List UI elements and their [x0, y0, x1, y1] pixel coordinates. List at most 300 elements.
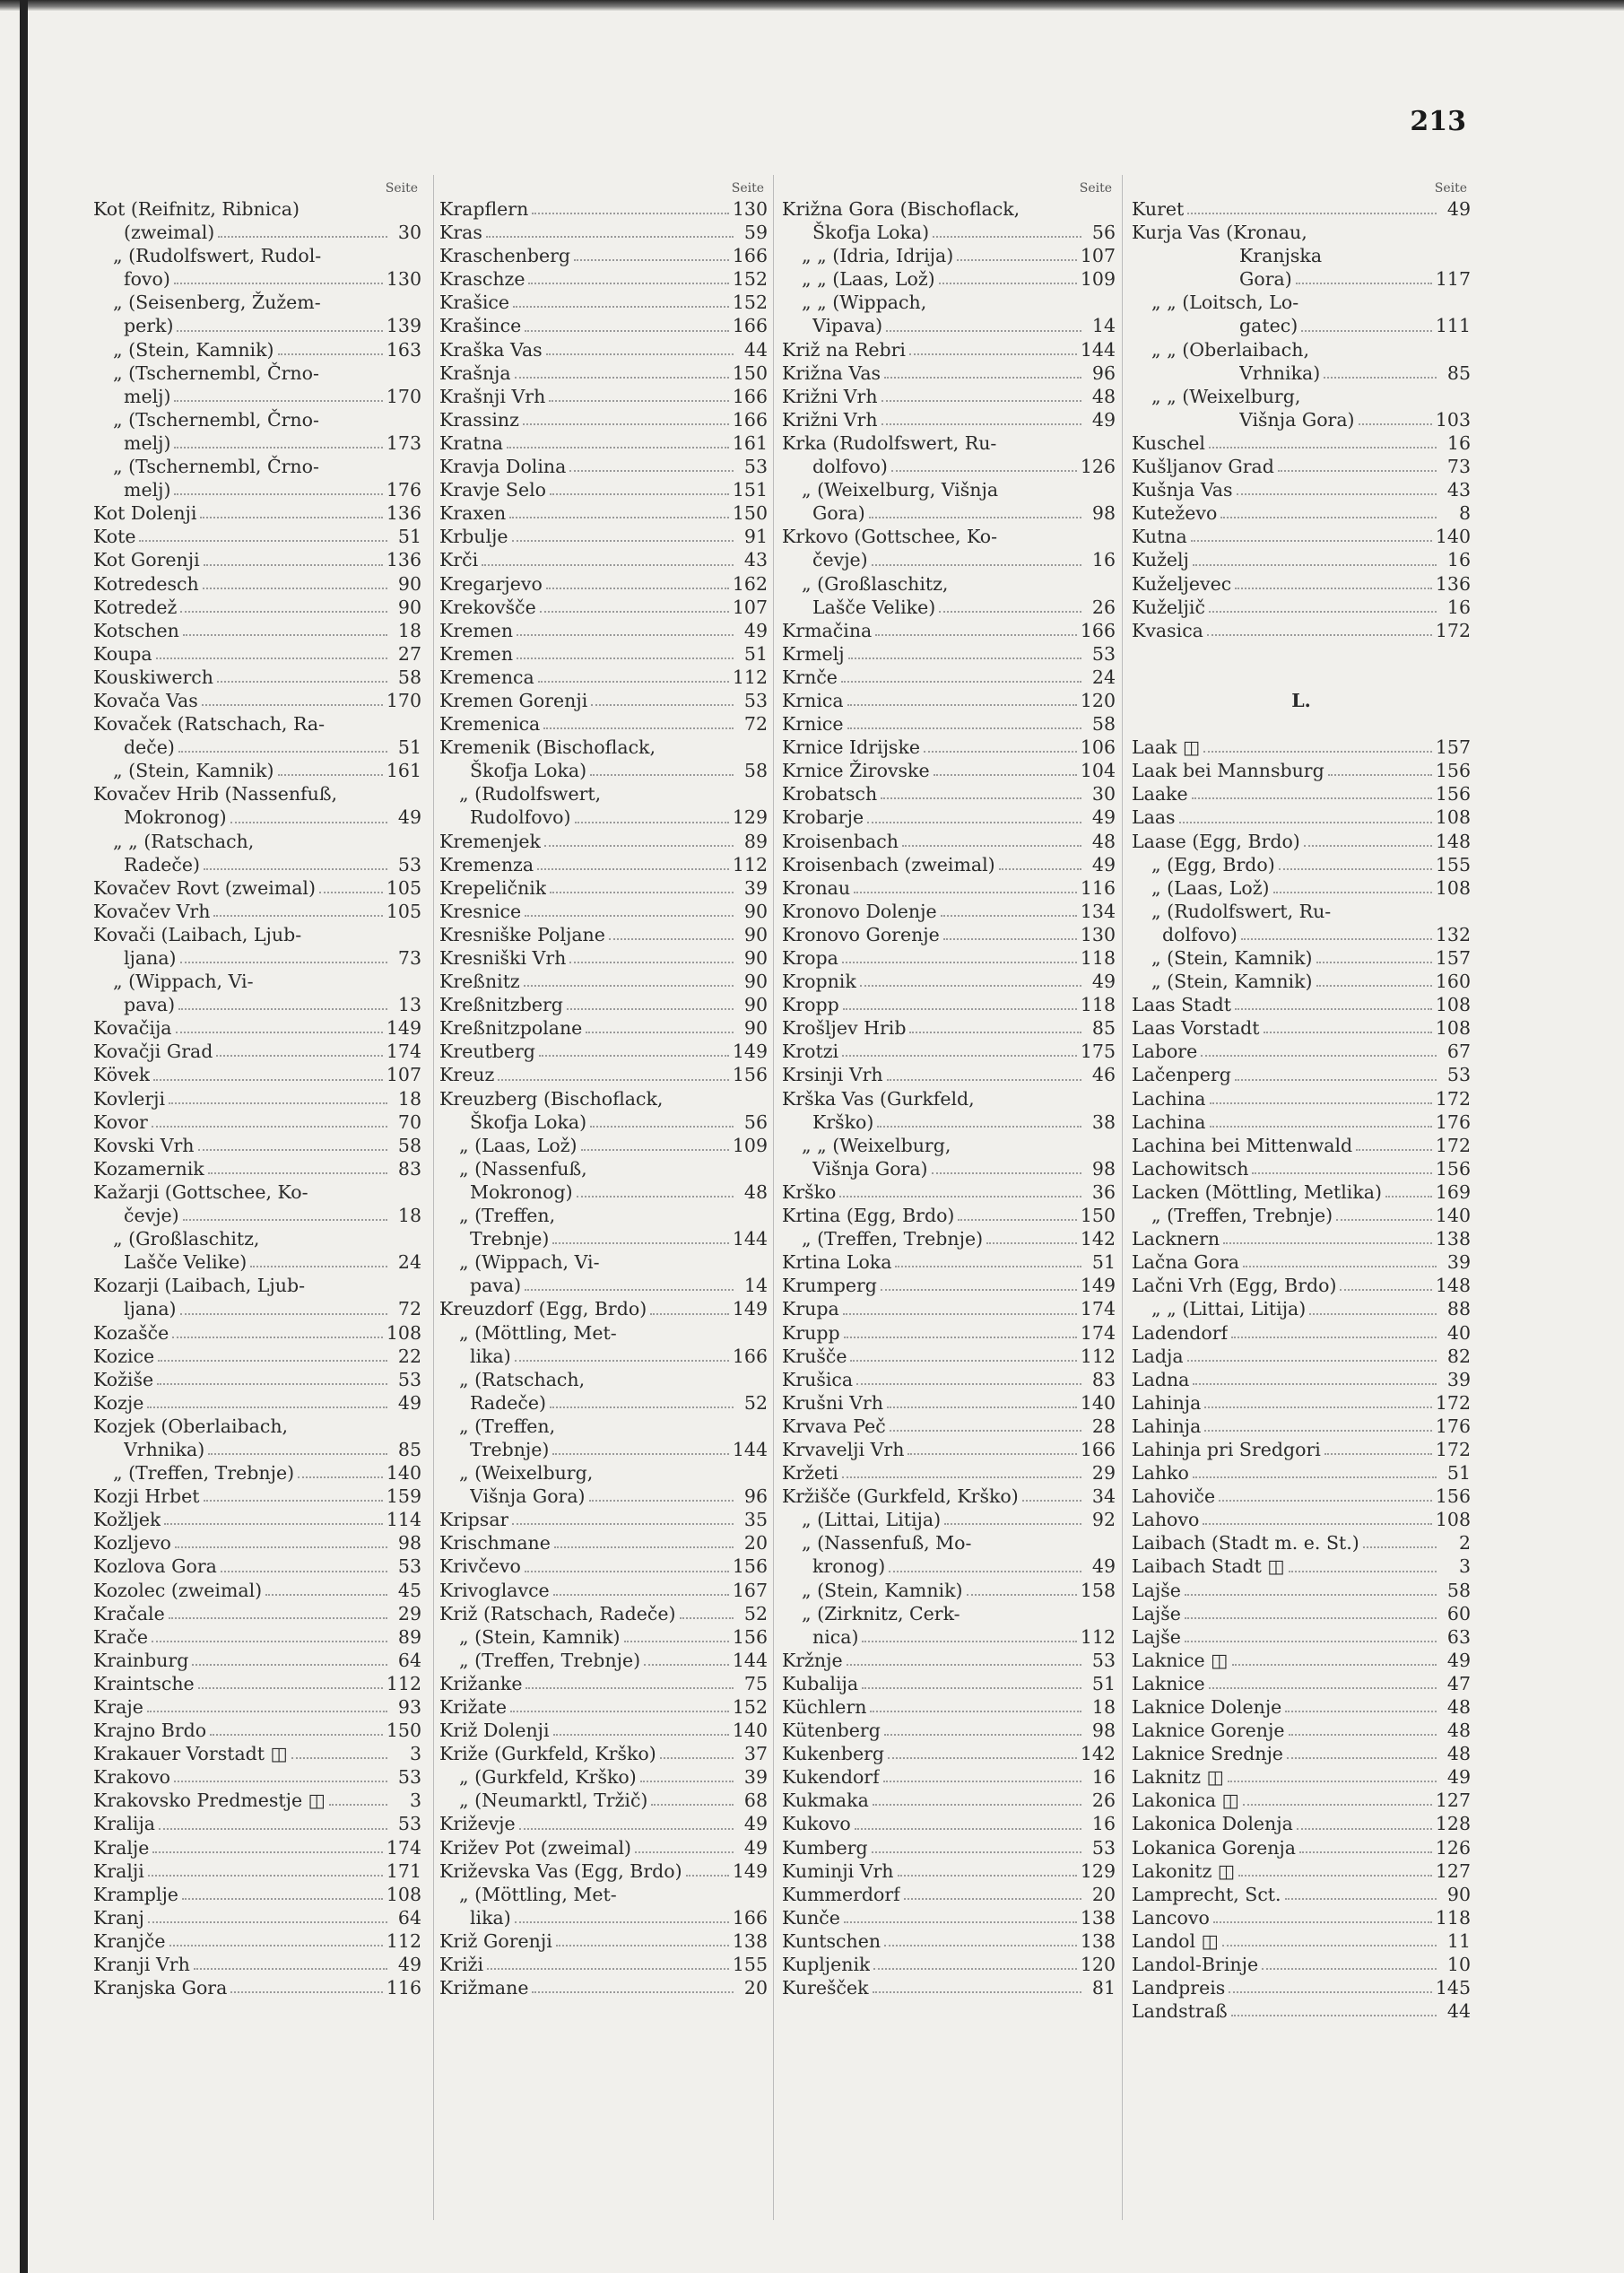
leader-dots — [934, 774, 1077, 776]
page-ref: 112 — [386, 1929, 421, 1952]
entry-name: Lacknern — [1132, 1228, 1220, 1250]
entry-name: Kukendorf — [782, 1766, 880, 1789]
entry-name: Kotschen — [93, 619, 179, 641]
index-entry — [1132, 572, 1471, 596]
entry-name: Krči — [439, 549, 479, 571]
page-ref: 172 — [1435, 1134, 1471, 1156]
blank-line — [1132, 666, 1471, 689]
entry-name: Kreuz — [439, 1064, 495, 1086]
entry-name: Križni Vrh — [782, 385, 878, 407]
entry-name: Kreßnitz — [439, 971, 520, 993]
page-ref: 111 — [1435, 315, 1471, 337]
leader-dots — [844, 1337, 1077, 1338]
entry-name: Ladna — [1132, 1368, 1190, 1390]
entry-name: Kotredesch — [93, 572, 199, 595]
leader-dots — [1340, 1289, 1431, 1291]
page-ref: 176 — [386, 479, 421, 501]
index-entry — [782, 712, 1116, 736]
index-entry — [782, 1368, 1116, 1391]
entry-name: ljana) — [124, 947, 177, 969]
page-ref: 136 — [386, 549, 421, 571]
entry-name: Kozice — [93, 1345, 155, 1367]
page-ref: 56 — [1091, 222, 1116, 244]
entry-name: Kraška Vas — [439, 338, 543, 361]
page-ref: 156 — [1435, 1485, 1471, 1508]
index-entry — [782, 806, 1116, 829]
page-ref: 85 — [1091, 1017, 1116, 1040]
entry-name: Kranjska — [1239, 245, 1323, 267]
entry-name: Krupa — [782, 1298, 839, 1320]
entry-name: dolfovo) — [812, 456, 888, 478]
index-entry — [439, 1180, 768, 1204]
leader-dots — [164, 1523, 382, 1525]
index-entry — [93, 501, 421, 525]
entry-name: Landol-Brinje — [1132, 1954, 1259, 1976]
index-entry — [93, 782, 421, 806]
entry-name: Kuntschen — [782, 1929, 881, 1952]
leader-dots — [178, 1008, 387, 1010]
page-ref: 129 — [732, 806, 768, 829]
leader-dots — [686, 1875, 729, 1877]
page-ref: 53 — [1091, 1836, 1116, 1859]
entry-name: Križni Vrh — [782, 408, 878, 431]
entry-name: Kovski Vrh — [93, 1134, 195, 1156]
page-ref: 20 — [743, 1532, 768, 1555]
index-entry — [782, 1415, 1116, 1438]
entry-name: Krakauer Vorstadt ◫ — [93, 1743, 288, 1765]
leader-dots — [855, 1828, 1081, 1830]
entry-name: „ (Laas, Lož) — [459, 1134, 578, 1156]
index-entry — [1132, 1250, 1471, 1274]
entry-name: „ (Laas, Lož) — [1151, 876, 1270, 899]
page-ref: 58 — [743, 760, 768, 782]
entry-name: Kuschel — [1132, 431, 1205, 454]
index-entry — [93, 1883, 421, 1906]
leader-dots — [591, 704, 734, 706]
index-entry — [439, 619, 768, 642]
leader-dots — [862, 1641, 1076, 1642]
leader-dots — [909, 353, 1077, 355]
page-ref: 68 — [743, 1790, 768, 1812]
entry-name: Kuteževo — [1132, 502, 1218, 525]
leader-dots — [1304, 845, 1432, 847]
entry-name: Landpreis — [1132, 1977, 1226, 1999]
entry-name: Krška Vas (Gurkfeld, — [782, 1087, 975, 1110]
index-entry — [782, 782, 1116, 806]
entry-name: Kozje — [93, 1391, 144, 1414]
page-ref: 53 — [1091, 642, 1116, 665]
index-entry — [439, 1555, 768, 1578]
entry-name: Kreutberg — [439, 1041, 535, 1063]
entry-name: lika) — [470, 1345, 511, 1367]
entry-name: Laak ◫ — [1132, 736, 1201, 759]
leader-dots — [850, 1360, 1076, 1362]
leader-dots — [1209, 1687, 1437, 1689]
page-ref: 53 — [397, 1766, 421, 1789]
entry-name: Krakovsko Predmestje ◫ — [93, 1790, 326, 1812]
entry-name: Kresnice — [439, 900, 522, 922]
index-entry — [782, 1579, 1116, 1602]
entry-name: Kotredež — [93, 596, 178, 618]
page-ref: 26 — [1091, 1790, 1116, 1812]
leader-dots — [1235, 588, 1432, 589]
leader-dots — [169, 1102, 387, 1104]
entry-name: Kras — [439, 222, 482, 244]
leader-dots — [680, 1617, 734, 1619]
index-entry — [93, 759, 421, 782]
index-entry — [439, 1531, 768, 1555]
index-entry — [93, 689, 421, 712]
entry-name: Laknice Srednje — [1132, 1743, 1283, 1765]
index-entry — [1132, 1999, 1471, 2023]
leader-dots — [537, 868, 729, 870]
entry-name: Križ (Ratschach, Radeče) — [439, 1602, 676, 1624]
leader-dots — [291, 1757, 387, 1759]
page-ref: 175 — [1080, 1041, 1116, 1063]
entry-name: Kuželjič — [1132, 596, 1205, 618]
entry-name: Kot Dolenji — [93, 502, 197, 525]
leader-dots — [1210, 1126, 1432, 1128]
leader-dots — [1324, 1453, 1432, 1455]
page-ref: 114 — [386, 1509, 421, 1531]
leader-dots — [213, 915, 382, 917]
page-ref: 11 — [1446, 1929, 1471, 1952]
entry-name: deče) — [124, 736, 175, 759]
index-entry — [93, 455, 421, 478]
index-entry — [439, 1321, 768, 1345]
index-entry — [93, 1321, 421, 1345]
entry-name: Kukmaka — [782, 1790, 869, 1812]
entry-name: Krobatsch — [782, 783, 878, 806]
entry-name: Krnice Žirovske — [782, 760, 930, 782]
page-ref: 3 — [1458, 1555, 1471, 1578]
entry-name: Kravja Dolina — [439, 456, 567, 478]
index-entry — [439, 244, 768, 267]
index-entry — [439, 1579, 768, 1602]
entry-name: Krašice — [439, 292, 510, 314]
index-entry — [782, 385, 1116, 408]
index-entry — [782, 1016, 1116, 1040]
entry-name: Kövek — [93, 1064, 151, 1086]
leader-dots — [909, 1032, 1081, 1033]
entry-name: Laibach (Stadt m. e. St.) — [1132, 1532, 1359, 1555]
index-entry — [439, 455, 768, 478]
index-entry — [439, 291, 768, 314]
leader-dots — [888, 1757, 1077, 1759]
page-ref: 140 — [1435, 526, 1471, 548]
leader-dots — [1235, 1008, 1432, 1010]
leader-dots — [1285, 1898, 1437, 1900]
leader-dots — [1193, 1476, 1437, 1478]
index-entry — [93, 291, 421, 314]
page-ref: 89 — [743, 830, 768, 852]
index-entry — [782, 1250, 1116, 1274]
index-entry — [93, 1345, 421, 1368]
leader-dots — [250, 1266, 387, 1267]
index-entry — [1132, 1040, 1471, 1063]
page-ref: 22 — [397, 1345, 421, 1367]
index-entry — [1132, 291, 1471, 314]
index-entry — [1132, 1345, 1471, 1368]
entry-name: „ (Wippach, Vi- — [459, 1251, 600, 1274]
entry-name: Kozolec (zweimal) — [93, 1579, 263, 1601]
entry-name: Lajše — [1132, 1579, 1181, 1601]
index-entry — [1132, 1461, 1471, 1485]
page-ref: 83 — [397, 1157, 421, 1180]
leader-dots — [513, 306, 729, 308]
entry-name: Krvavelji Vrh — [782, 1438, 905, 1460]
page-ref: 39 — [1446, 1368, 1471, 1390]
entry-name: Lahko — [1132, 1462, 1189, 1485]
page-ref: 107 — [732, 596, 768, 618]
leader-dots — [525, 1571, 729, 1572]
entry-name: „ (Weixelburg, — [459, 1462, 594, 1485]
entry-name: Kremenjek — [439, 830, 541, 852]
entry-name: Križevska Vas (Egg, Brdo) — [439, 1859, 682, 1882]
leader-dots — [848, 658, 1081, 659]
index-entry — [93, 946, 421, 970]
page-ref: 56 — [743, 1110, 768, 1133]
index-entry — [439, 876, 768, 900]
entry-name: Krnče — [782, 666, 838, 688]
entry-name: Kovačija — [93, 1017, 172, 1040]
page-ref: 118 — [1080, 994, 1116, 1016]
leader-dots — [1201, 1055, 1437, 1057]
leader-dots — [590, 1126, 734, 1128]
entry-name: Gora) — [812, 502, 865, 525]
entry-name: „ „ (Ratschach, — [113, 830, 255, 852]
index-entry — [782, 853, 1116, 876]
entry-name: Lajše — [1132, 1625, 1181, 1648]
leader-dots — [1204, 1406, 1431, 1408]
page-ref: 120 — [1080, 1954, 1116, 1976]
leader-dots — [1210, 1102, 1432, 1104]
index-entry — [439, 385, 768, 408]
entry-name: „ (Littai, Litija) — [802, 1509, 942, 1531]
entry-name: Krassinz — [439, 408, 519, 431]
page-ref: 49 — [1091, 853, 1116, 875]
leader-dots — [844, 1921, 1077, 1923]
page-ref: 174 — [386, 1041, 421, 1063]
page-ref: 48 — [1091, 830, 1116, 852]
entry-name: Kovor — [93, 1110, 148, 1133]
page-ref: 172 — [1435, 619, 1471, 641]
leader-dots — [1356, 1149, 1432, 1151]
entry-name: Višnja Gora) — [812, 1157, 928, 1180]
leader-dots — [546, 353, 734, 355]
index-entry — [93, 197, 421, 221]
leader-dots — [957, 259, 1077, 261]
entry-name: Kovačev Hrib (Nassenfuß, — [93, 783, 338, 806]
index-entry — [93, 1368, 421, 1391]
entry-name: Krašnji Vrh — [439, 385, 546, 407]
entry-name: Mokronog) — [470, 1180, 573, 1203]
index-entry — [782, 596, 1116, 619]
entry-name: Rudolfovo) — [470, 806, 571, 829]
index-entry — [1132, 525, 1471, 548]
index-entry — [1132, 830, 1471, 853]
page-ref: 58 — [397, 1134, 421, 1156]
leader-dots — [1191, 540, 1432, 542]
index-entry — [782, 1555, 1116, 1578]
entry-name: Krischmane — [439, 1532, 551, 1555]
page-ref: 152 — [732, 268, 768, 291]
leader-dots — [539, 1055, 729, 1057]
leader-dots — [204, 868, 387, 870]
entry-name: Krotzi — [782, 1041, 839, 1063]
page-ref: 138 — [1080, 1929, 1116, 1952]
leader-dots — [854, 892, 1077, 893]
page-ref: 166 — [1080, 619, 1116, 641]
entry-name: Kropnik — [782, 971, 856, 993]
index-column-2 — [439, 179, 768, 1999]
entry-name: melj) — [124, 431, 171, 454]
leader-dots — [1185, 1594, 1437, 1596]
entry-name: Lašče Velike) — [124, 1251, 248, 1274]
entry-name: Laase (Egg, Brdo) — [1132, 830, 1300, 852]
section-letter: L. — [1291, 689, 1311, 711]
index-entry — [1132, 1063, 1471, 1086]
entry-name: „ (Zirknitz, Cerk- — [802, 1602, 960, 1624]
leader-dots — [550, 1406, 734, 1408]
entry-name: Lajše — [1132, 1602, 1181, 1624]
leader-dots — [515, 1921, 729, 1923]
entry-name: Križmane — [439, 1977, 529, 1999]
entry-name: Laknice — [1132, 1672, 1205, 1694]
index-entry — [1132, 1695, 1471, 1719]
page-ref: 90 — [1446, 1883, 1471, 1905]
page-ref: 92 — [1091, 1509, 1116, 1531]
entry-name: Krka (Rudolfswert, Ru- — [782, 431, 997, 454]
index-entry — [93, 1040, 421, 1063]
leader-dots — [1207, 634, 1432, 636]
entry-name: Laak bei Mannsburg — [1132, 760, 1324, 782]
leader-dots — [889, 1571, 1081, 1572]
leader-dots — [507, 447, 729, 449]
leader-dots — [609, 938, 734, 940]
leader-dots — [1187, 1360, 1437, 1362]
entry-name: Krakovo — [93, 1766, 171, 1789]
leader-dots — [157, 1383, 387, 1385]
leader-dots — [1187, 213, 1437, 214]
page-ref: 49 — [1091, 806, 1116, 829]
index-entry — [782, 548, 1116, 571]
index-entry — [93, 1719, 421, 1742]
leader-dots — [158, 1360, 387, 1362]
index-entry — [93, 642, 421, 666]
index-entry — [93, 1859, 421, 1883]
entry-name: kronog) — [812, 1555, 886, 1578]
entry-name: „ (Nassenfuß, Mo- — [802, 1532, 972, 1555]
page-ref: 157 — [1435, 947, 1471, 969]
index-entry — [1132, 221, 1471, 244]
entry-name: Kovlerji — [93, 1087, 166, 1110]
leader-dots — [1185, 1641, 1437, 1642]
page-ref: 142 — [1080, 1743, 1116, 1765]
page-ref: 90 — [743, 923, 768, 945]
leader-dots — [182, 1898, 383, 1900]
page-ref: 49 — [1091, 971, 1116, 993]
page-ref: 53 — [1446, 1064, 1471, 1086]
page-ref: 53 — [397, 853, 421, 875]
leader-dots — [1204, 1430, 1431, 1432]
index-entry — [93, 1906, 421, 1929]
leader-dots — [139, 540, 387, 542]
leader-dots — [1238, 1875, 1432, 1877]
entry-name: Krško) — [812, 1110, 874, 1133]
leader-dots — [174, 400, 382, 402]
column-rule — [773, 175, 774, 2220]
entry-name: Kummerdorf — [782, 1883, 900, 1905]
page-ref: 162 — [732, 572, 768, 595]
leader-dots — [218, 236, 387, 238]
entry-name: Krvava Peč — [782, 1415, 886, 1437]
leader-dots — [152, 1851, 382, 1853]
page-ref: 144 — [1080, 338, 1116, 361]
page-ref: 46 — [1091, 1064, 1116, 1086]
index-entry — [93, 993, 421, 1016]
page-ref: 85 — [1446, 361, 1471, 384]
page-ref: 51 — [743, 642, 768, 665]
entry-name: Lokanica Gorenja — [1132, 1836, 1297, 1859]
leader-dots — [1229, 1991, 1432, 1993]
page-ref: 48 — [1446, 1720, 1471, 1742]
entry-name: Radeče) — [470, 1391, 546, 1414]
page-ref: 90 — [743, 1017, 768, 1040]
index-entry — [1132, 900, 1471, 923]
page-ref: 51 — [1091, 1251, 1116, 1274]
blank-line — [1132, 712, 1471, 736]
page-ref: 16 — [1091, 1766, 1116, 1789]
leader-dots — [230, 1991, 383, 1993]
entry-name: Lahovo — [1132, 1509, 1200, 1531]
index-entry — [439, 782, 768, 806]
page-ref: 156 — [732, 1064, 768, 1086]
index-entry — [782, 1297, 1116, 1320]
index-entry — [439, 1625, 768, 1649]
page-ref: 16 — [1446, 431, 1471, 454]
entry-name: Krobarje — [782, 806, 864, 829]
page-ref: 90 — [743, 994, 768, 1016]
entry-name: Lachowitsch — [1132, 1157, 1249, 1180]
entry-name: Lahinja pri Sredgori — [1132, 1438, 1321, 1460]
page-ref: 24 — [397, 1251, 421, 1274]
page-ref: 142 — [1080, 1228, 1116, 1250]
entry-name: Laknice Dolenje — [1132, 1696, 1282, 1718]
leader-dots — [967, 1594, 1077, 1596]
page-ref: 63 — [1446, 1625, 1471, 1648]
leader-dots — [867, 822, 1081, 823]
page-ref: 108 — [1435, 1017, 1471, 1040]
page-ref: 173 — [386, 431, 421, 454]
entry-name: Krušica — [782, 1368, 854, 1390]
index-entry — [782, 619, 1116, 642]
entry-name: Višnja Gora) — [470, 1485, 586, 1508]
page-ref: 90 — [397, 572, 421, 595]
entry-name: Kukenberg — [782, 1743, 885, 1765]
leader-dots — [873, 1804, 1081, 1806]
page-ref: 166 — [732, 245, 768, 267]
page-ref: 58 — [397, 666, 421, 688]
index-entry — [782, 1040, 1116, 1063]
leader-dots — [216, 1055, 383, 1057]
entry-name: Kovačji Grad — [93, 1041, 213, 1063]
index-entry — [1132, 431, 1471, 455]
leader-dots — [152, 1126, 387, 1128]
entry-name: Kraintsche — [93, 1672, 195, 1694]
page-ref: 105 — [386, 900, 421, 922]
entry-name: Laake — [1132, 783, 1188, 806]
